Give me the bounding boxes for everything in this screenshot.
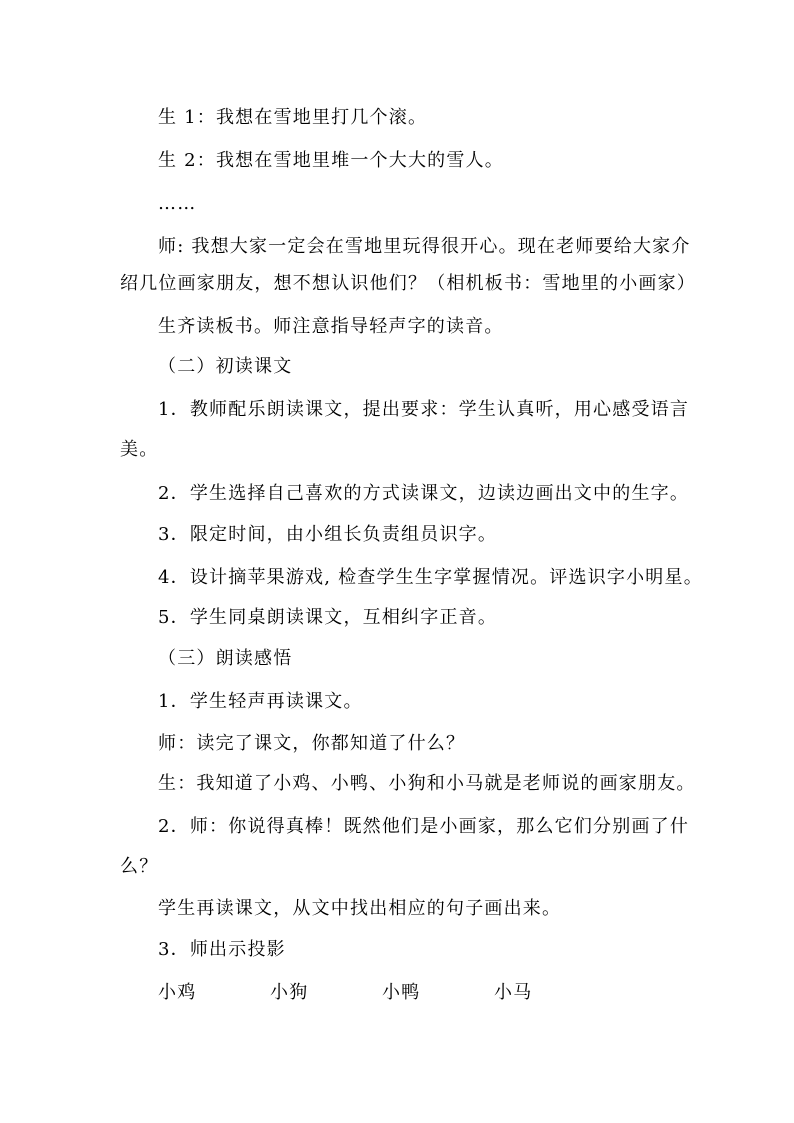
paragraph-line: 5．学生同桌朗读课文，互相纠字正音。 [158, 607, 498, 628]
paragraph-line: 2．师：你说得真棒！既然他们是小画家，那么它们分别画了什 [158, 816, 690, 837]
paragraph-line: 1．教师配乐朗读课文，提出要求：学生认真听，用心感受语言 [158, 399, 690, 420]
paragraph-line: 3．师出示投影 [158, 939, 286, 960]
animal-label: 小马 [494, 982, 533, 1003]
paragraph-line: 4．设计摘苹果游戏, 检查学生生字掌握情况。评选识字小明星。 [158, 567, 703, 588]
animal-label: 小狗 [270, 982, 309, 1003]
paragraph-line: 2．学生选择自己喜欢的方式读课文，边读边画出文中的生字。 [158, 483, 690, 504]
animal-list [0, 981, 794, 1005]
paragraph-line: 美。 [120, 439, 159, 460]
paragraph-line: 生 2：我想在雪地里堆一个大大的雪人。 [158, 150, 504, 171]
section-heading: （三）朗读感悟 [158, 648, 293, 669]
paragraph-line: 生 1：我想在雪地里打几个滚。 [158, 107, 428, 128]
paragraph-line: 生：我知道了小鸡、小鸭、小狗和小马就是老师说的画家朋友。 [158, 773, 696, 794]
paragraph-line: 学生再读课文，从文中找出相应的句子画出来。 [158, 898, 562, 919]
paragraph-line: …… [158, 193, 197, 214]
paragraph-line: 3．限定时间，由小组长负责组员识字。 [158, 524, 498, 545]
animal-label: 小鸭 [382, 982, 421, 1003]
paragraph-line: 师：读完了课文，你都知道了什么？ [158, 733, 466, 754]
paragraph-line: 生齐读板书。师注意指导轻声字的读音。 [158, 316, 504, 337]
paragraph-line: 么？ [120, 856, 159, 877]
animal-label: 小鸡 [158, 982, 197, 1003]
section-heading: （二）初读课文 [158, 356, 293, 377]
paragraph-line: 1．学生轻声再读课文。 [158, 691, 363, 712]
paragraph-line: 师: 我想大家一定会在雪地里玩得很开心。现在老师要给大家介 [158, 236, 691, 257]
paragraph-line: 绍几位画家朋友，想不想认识他们？（相机板书：雪地里的小画家） [120, 273, 696, 294]
